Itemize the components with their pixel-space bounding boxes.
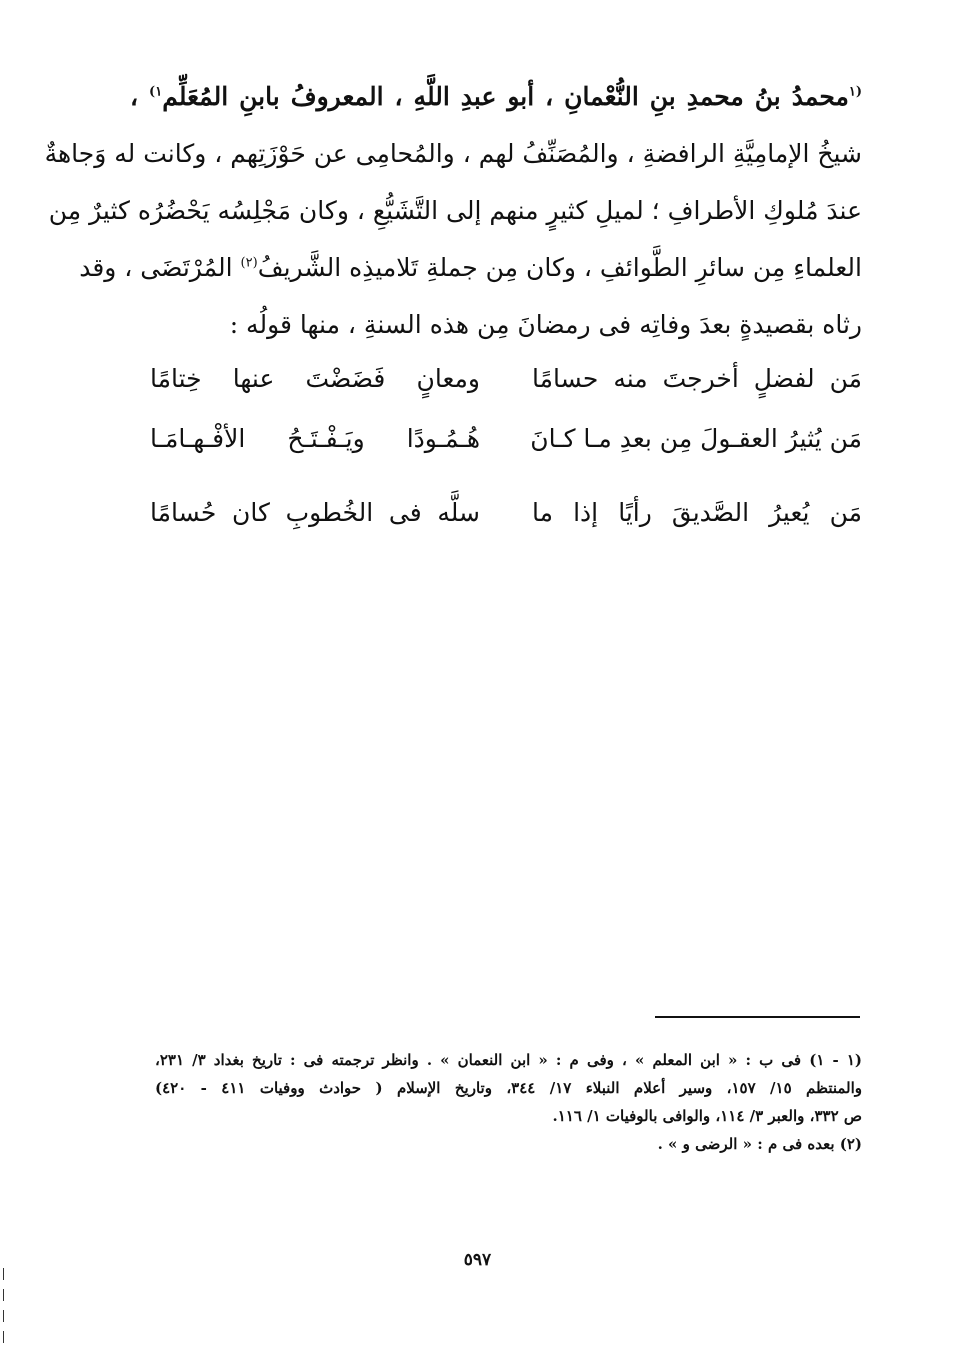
text-segment: العلماءِ مِن سائرِ الطَّوائفِ ، وكان مِن جملةِ تَلاميذِه الشَّريفُ bbox=[257, 253, 862, 282]
footnote-line: والمنتظم ١٥/ ١٥٧، وسير أعلام النبلاء ١٧/ ٣٤٤، وتاريخ الإسلام ( حوادث ووفيات ٤١١ - ٤٢٠) bbox=[155, 1079, 863, 1097]
text-line: شيخُ الإمامِيَّةِ الرافضةِ ، والمُصَنِّفُ لهم ، والمُحامِى عن حَوْزَتِهم ، وكانت له وَجاهةٌ bbox=[44, 139, 862, 168]
entry-heading-line bbox=[130, 68, 862, 125]
verse-first-hemistich: مَن لفضلٍ أخرجتَ منه حسامًا bbox=[532, 363, 862, 393]
footnote-marker-open: (١ bbox=[848, 84, 862, 100]
page-number: ٥٩٧ bbox=[463, 1250, 492, 1270]
verse-first-hemistich: مَن يُثيرُ العقـولَ مِن بعدِ مـا كـانَ bbox=[530, 423, 862, 453]
text-line-with-note bbox=[79, 239, 862, 296]
margin-tick bbox=[3, 1268, 4, 1280]
verse-second-hemistich: هُـمُـودًا ويَـفْـتَـحُ الأفْـهـامَـا bbox=[150, 423, 480, 453]
margin-tick bbox=[3, 1331, 4, 1343]
poem bbox=[150, 348, 862, 542]
footnote-marker-close: ١) bbox=[149, 84, 163, 100]
text-segment: المُرْتَضَى ، وقد bbox=[79, 253, 241, 282]
entry-name: محمدُ بنُ محمدِ بنِ النُّعْمانِ ، أبو عبدِ اللَّهِ ، المعروفُ بابنِ المُعَلِّم bbox=[162, 82, 849, 111]
footnote-separator bbox=[655, 1016, 860, 1018]
main-text bbox=[44, 68, 862, 353]
text-line: عندَ مُلوكِ الأطرافِ ؛ لميلِ كثيرٍ منهم إلى التَّشَيُّعِ ، وكان مَجْلِسُه يَحْضُرُه كثيرٌ مِن bbox=[48, 196, 862, 225]
verse-second-hemistich: ومعانٍ فَضَضْتَ عنها خِتامًا bbox=[150, 363, 480, 393]
footnotes bbox=[155, 1046, 862, 1158]
verse-second-hemistich: سلَّه فى الخُطوبِ كان حُسامًا bbox=[150, 497, 480, 527]
poem-verse bbox=[150, 482, 862, 542]
footnote-line: (٢) بعده فى م : « الرضى و » . bbox=[657, 1135, 862, 1153]
heading-tail: ، bbox=[130, 82, 150, 111]
margin-tick bbox=[3, 1289, 4, 1301]
text-line: رثاه بقصيدةٍ بعدَ وفاتِه فى رمضانَ مِن هذه السنةِ ، منها قولُه : bbox=[229, 310, 862, 339]
margin-tick bbox=[3, 1310, 4, 1322]
footnote-line: ص ٣٣٢، والعبر ٣/ ١١٤، والوافى بالوفيات ١/ ١١٦. bbox=[552, 1107, 862, 1125]
footnote-marker: (٢) bbox=[240, 255, 258, 271]
verse-first-hemistich: مَن يُعيرُ الصَّديقَ رأيًا إذا ما bbox=[532, 497, 862, 527]
poem-verse bbox=[150, 408, 862, 468]
margin-marks bbox=[3, 1268, 5, 1354]
poem-verse bbox=[150, 348, 862, 408]
footnote-line: (١ - ١) فى ب : « ابن المعلم » ، وفى م : « ابن النعمان » . وانظر ترجمته فى : تاريخ بغداد ٣/ ٢٣١، bbox=[155, 1051, 863, 1069]
